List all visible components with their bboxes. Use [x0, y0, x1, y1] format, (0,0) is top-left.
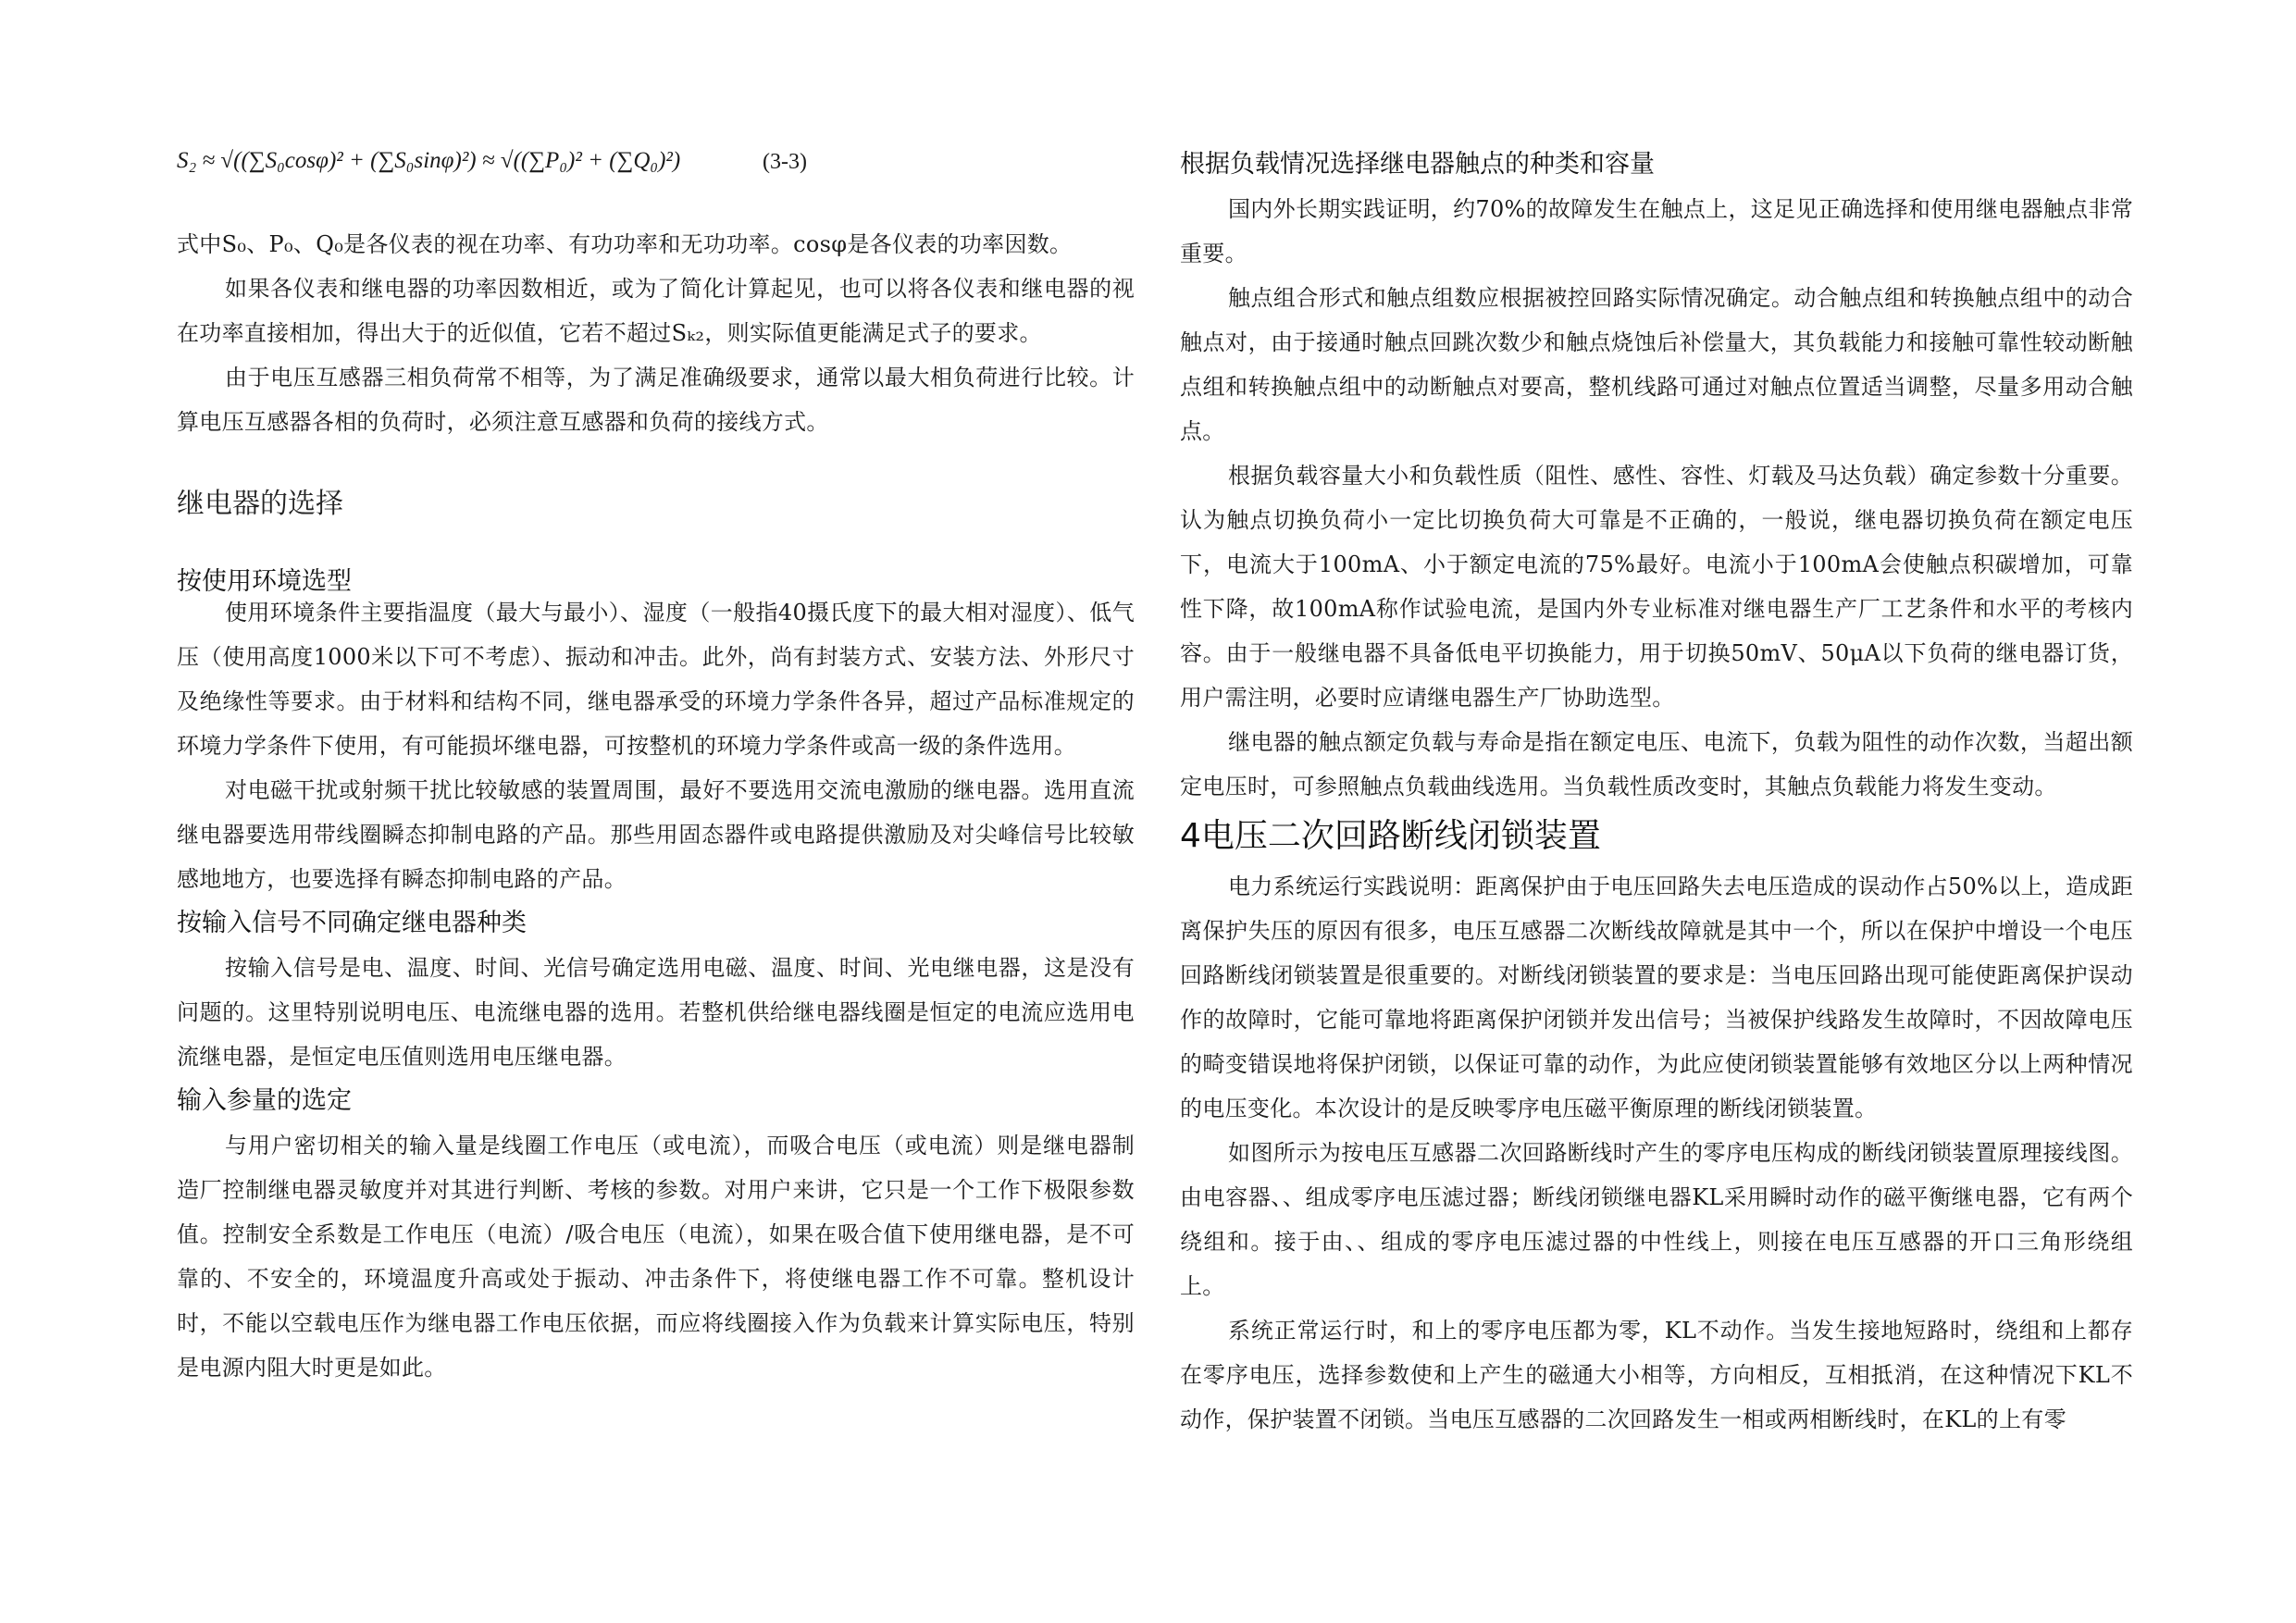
- paragraph: 使用环境条件主要指温度（最大与最小）、湿度（一般指40摄氏度下的最大相对湿度）、低气压（使用高度1000米以下可不考虑）、振动和冲击。此外，尚有封装方式、安装方法、外形尺寸及绝缘性等要求。由于材料和结构不同，继电器承受的环境力学条件各异，超过产品标准规定的环境力学条件下使用，有可能损坏继电器，可按整机的环境力学条件或高一级的条件选用。: [177, 600, 1135, 759]
- equation-number: (3-3): [763, 150, 807, 174]
- paragraph: 按输入信号是电、温度、时间、光信号确定选用电磁、温度、时间、光电继电器，这是没有问题的。这里特别说明电压、电流继电器的选用。若整机供给继电器线圈是恒定的电流应选用电流继电器，是恒定电压值则选用电压继电器。: [177, 955, 1135, 1070]
- subsection-heading: 按使用环境选型: [177, 567, 352, 596]
- paragraph: 电力系统运行实践说明：距离保护由于电压回路失去电压造成的误动作占50%以上，造成距离保护失压的原因有很多，电压互感器二次断线故障就是其中一个，所以在保护中增设一个电压回路断线闭锁装置是很重要的。对断线闭锁装置的要求是：当电压回路出现可能使距离保护误动作的故障时，它能可靠地将距离保护闭锁并发出信号；当被保护线路发生故障时，不因故障电压的畸变错误地将保护闭锁，以保证可靠的动作，为此应使闭锁装置能够有效地区分以上两种情况的电压变化。本次设计的是反映零序电压磁平衡原理的断线闭锁装置。: [1180, 873, 2133, 1121]
- paragraph: 国内外长期实践证明，约70%的故障发生在触点上，这足见正确选择和使用继电器触点非常重要。: [1180, 196, 2133, 266]
- left-column: [177, 139, 1135, 1390]
- paragraph: 继电器的触点额定负载与寿命是指在额定电压、电流下，负载为阻性的动作次数，当超出额定电压时，可参照触点负载曲线选用。当负载性质改变时，其触点负载能力将发生变动。: [1180, 729, 2133, 799]
- paragraph: 根据负载容量大小和负载性质（阻性、感性、容性、灯载及马达负载）确定参数十分重要。认为触点切换负荷小一定比切换负荷大可靠是不正确的，一般说，继电器切换负荷在额定电压下，电流大于100mA、小于额定电流的75%最好。电流小于100mA会使触点积碳增加，可靠性下降，故100mA称作试验电流，是国内外专业标准对继电器生产厂工艺条件和水平的考核内容。由于一般继电器不具备低电平切换能力，用于切换50mV、50μA以下负荷的继电器订货，用户需注明，必要时应请继电器生产厂协助选型。: [1180, 463, 2133, 711]
- paragraph: 对电磁干扰或射频干扰比较敏感的装置周围，最好不要选用交流电激励的继电器。选用直流继电器要选用带线圈瞬态抑制电路的产品。那些用固态器件或电路提供激励及对尖峰信号比较敏感地地方，也要选择有瞬态抑制电路的产品。: [177, 777, 1135, 892]
- subsection-heading: 输入参量的选定: [177, 1086, 352, 1115]
- paragraph: 由于电压互感器三相负荷常不相等，为了满足准确级要求，通常以最大相负荷进行比较。计算电压互感器各相的负荷时，必须注意互感器和负荷的接线方式。: [177, 365, 1135, 435]
- right-column: [1180, 139, 2133, 1442]
- paragraph: 式中S₀、P₀、Q₀是各仪表的视在功率、有功功率和无功功率。cosφ是各仪表的功率因数。: [177, 231, 1073, 257]
- paragraph: 如果各仪表和继电器的功率因数相近，或为了简化计算起见，也可以将各仪表和继电器的视在功率直接相加，得出大于的近似值，它若不超过Sₖ₂，则实际值更能满足式子的要求。: [177, 276, 1135, 346]
- subsection-heading: 根据负载情况选择继电器触点的种类和容量: [1180, 150, 1655, 179]
- section-heading: 继电器的选择: [177, 488, 343, 520]
- formula-expression: S₂ ≈ √((∑S₀cosφ)² + (∑S₀sinφ)²) ≈ √((∑P₀)² + (∑Q₀)²): [177, 148, 681, 173]
- chapter-heading: 4电压二次回路断线闭锁装置: [1180, 817, 1601, 855]
- paragraph: 触点组合形式和触点组数应根据被控回路实际情况确定。动合触点组和转换触点组中的动合触点对，由于接通时触点回跳次数少和触点烧蚀后补偿量大，其负载能力和接触可靠性较动断触点组和转换触点组中的动断触点对要高，整机线路可通过对触点位置适当调整，尽量多用动合触点。: [1180, 285, 2133, 444]
- subsection-heading: 按输入信号不同确定继电器种类: [177, 909, 527, 937]
- paragraph: 与用户密切相关的输入量是线圈工作电压（或电流），而吸合电压（或电流）则是继电器制造厂控制继电器灵敏度并对其进行判断、考核的参数。对用户来讲，它只是一个工作下极限参数值。控制安全系数是工作电压（电流）/吸合电压（电流），如果在吸合值下使用继电器，是不可靠的、不安全的，环境温度升高或处于振动、冲击条件下，将使继电器工作不可靠。整机设计时，不能以空载电压作为继电器工作电压依据，而应将线圈接入作为负载来计算实际电压，特别是电源内阻大时更是如此。: [177, 1133, 1135, 1381]
- formula-3-3: [177, 139, 1135, 204]
- paragraph: 如图所示为按电压互感器二次回路断线时产生的零序电压构成的断线闭锁装置原理接线图。由电容器、、组成零序电压滤过器；断线闭锁继电器KL采用瞬时动作的磁平衡继电器，它有两个绕组和。接于由、、组成的零序电压滤过器的中性线上，则接在电压互感器的开口三角形绕组上。: [1180, 1140, 2133, 1299]
- paragraph: 系统正常运行时，和上的零序电压都为零，KL不动作。当发生接地短路时，绕组和上都存在零序电压，选择参数使和上产生的磁通大小相等，方向相反，互相抵消，在这种情况下KL不动作，保护装置不闭锁。当电压互感器的二次回路发生一相或两相断线时，在KL的上有零: [1180, 1318, 2133, 1432]
